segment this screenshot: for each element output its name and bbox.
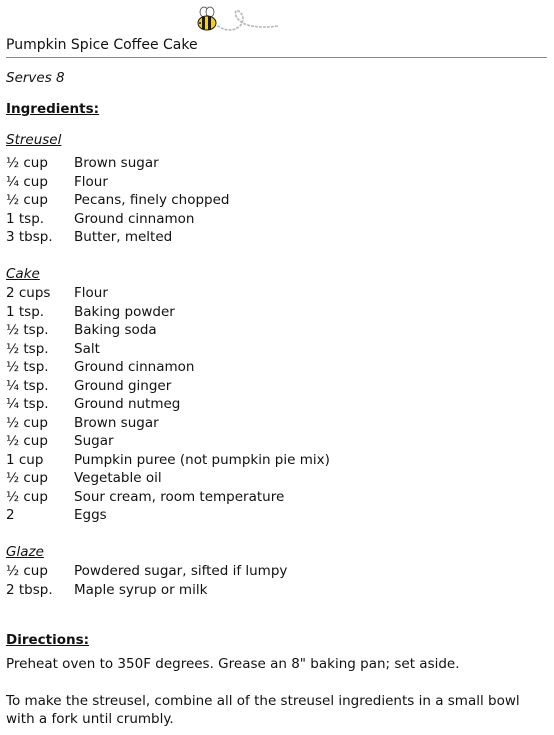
ingredient-row [6,173,229,192]
ingredient-name: Salt [74,340,100,357]
ingredient-qty: 2 cups [6,285,51,301]
ingredient-name: Pumpkin puree (not pumpkin pie mix) [74,451,330,468]
cake-list [6,284,330,525]
ingredient-qty: 3 tbsp. [6,229,53,245]
ingredient-row [6,210,229,229]
ingredient-row [6,154,229,173]
ingredient-name: Butter, melted [74,229,173,245]
ingredient-row [6,191,229,210]
streusel-heading: Streusel [6,132,62,148]
ingredient-row [6,284,330,303]
ingredient-qty: ½ tsp. [6,340,49,357]
ingredient-row [6,228,229,247]
ingredient-row [6,506,330,525]
direction-step: To make the streusel, combine all of the streusel ingredients in a small bowl with a fork until crumbly. [6,693,520,727]
ingredient-qty: ¼ tsp. [6,396,49,412]
ingredient-qty: 2 [6,507,15,523]
ingredient-qty: ¼ cup [6,173,48,190]
bee-icon [196,4,282,34]
ingredient-name: Ground nutmeg [74,396,181,412]
glaze-list [6,562,287,599]
ingredient-qty: ½ tsp. [6,359,49,375]
ingredient-qty: 1 tsp. [6,303,45,320]
cake-heading: Cake [6,266,40,282]
ingredient-row [6,321,330,340]
ingredient-name: Ground cinnamon [74,359,195,375]
ingredient-name: Flour [74,285,108,301]
ingredient-name: Ground ginger [74,377,172,394]
ingredient-row [6,469,330,488]
ingredient-qty: 1 tsp. [6,210,45,227]
ingredient-row [6,488,330,507]
streusel-list [6,154,229,247]
ingredient-qty: 1 cup [6,451,44,468]
ingredient-name: Sour cream, room temperature [74,488,285,505]
ingredient-qty: ½ cup [6,414,48,431]
direction-step: Preheat oven to 350F degrees. Grease an 8" baking pan; set aside. [6,656,460,672]
ingredient-name: Ground cinnamon [74,210,195,227]
serves-text: Serves 8 [6,70,65,86]
ingredient-name: Vegetable oil [74,470,162,486]
ingredient-name: Brown sugar [74,414,159,431]
ingredient-name: Brown sugar [74,155,159,171]
directions-heading: Directions: [6,632,90,648]
recipe-title: Pumpkin Spice Coffee Cake [6,37,198,53]
ingredient-row [6,377,330,396]
ingredients-heading: Ingredients: [6,101,100,117]
ingredient-qty: ½ tsp. [6,322,49,338]
ingredient-row [6,581,287,600]
ingredient-qty: 2 tbsp. [6,581,53,598]
ingredient-name: Flour [74,173,108,190]
ingredient-row [6,451,330,470]
ingredient-name: Powdered sugar, sifted if lumpy [74,563,288,579]
ingredient-qty: ½ cup [6,192,48,208]
ingredient-row [6,303,330,322]
ingredient-name: Baking powder [74,303,175,320]
ingredient-qty: ½ cup [6,155,48,171]
ingredient-row [6,395,330,414]
ingredient-name: Eggs [74,507,107,523]
ingredient-row [6,358,330,377]
ingredient-row [6,562,287,581]
ingredient-name: Maple syrup or milk [74,581,208,598]
ingredient-name: Sugar [74,433,114,449]
ingredient-qty: ½ cup [6,488,48,505]
ingredient-name: Pecans, finely chopped [74,192,230,208]
ingredient-qty: ½ cup [6,470,48,486]
title-divider [6,57,547,58]
ingredient-name: Baking soda [74,322,157,338]
ingredient-row [6,340,330,359]
ingredient-qty: ¼ tsp. [6,377,49,394]
ingredient-row [6,414,330,433]
ingredient-qty: ½ cup [6,433,48,449]
glaze-heading: Glaze [6,544,44,560]
ingredient-row [6,432,330,451]
ingredient-qty: ½ cup [6,563,48,579]
